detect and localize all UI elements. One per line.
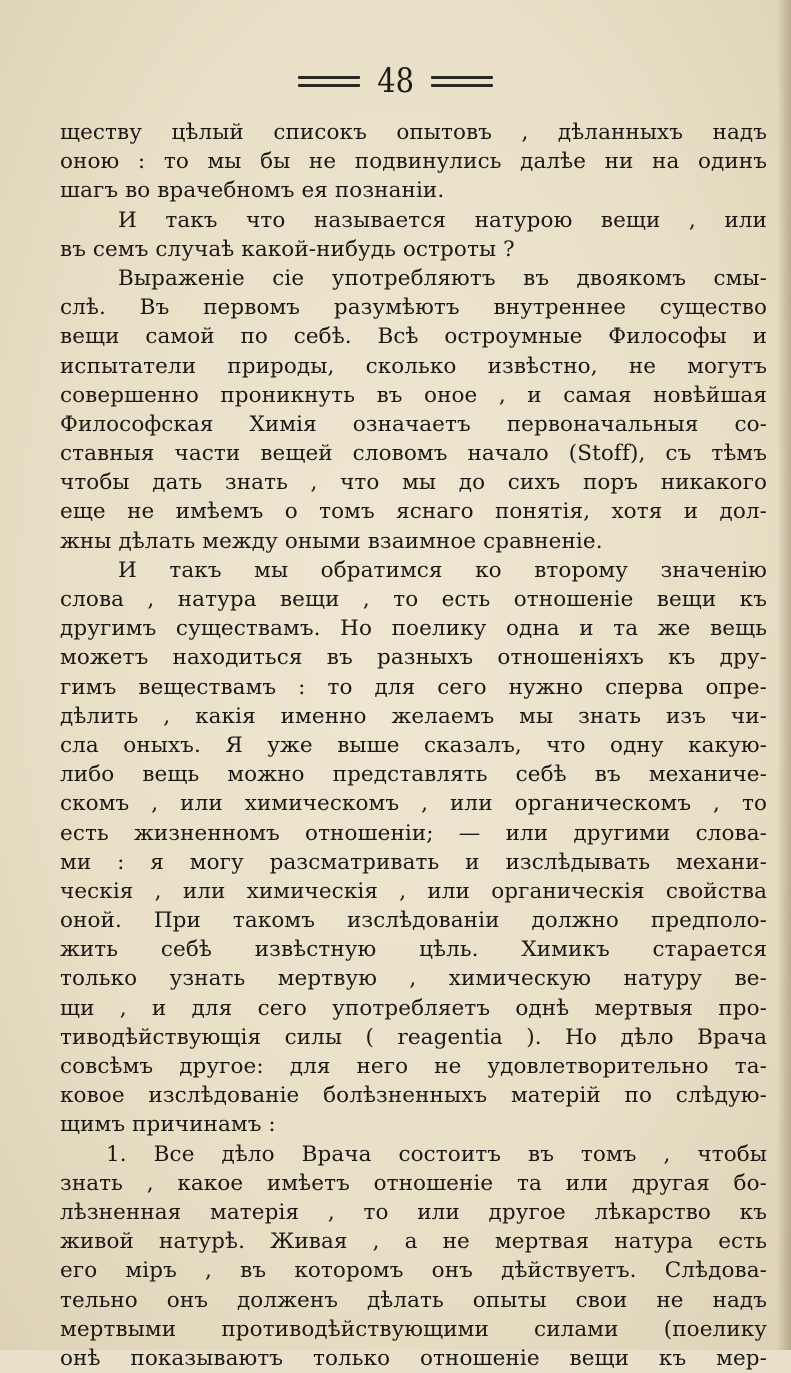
text-line: онѣ показываютъ только отношенiе вещи къ мер- bbox=[60, 1345, 767, 1371]
text-line: 1. Все дѣло Врача состоитъ въ томъ , чтобы bbox=[106, 1141, 767, 1167]
text-line: другимъ существамъ. Но поелику одна и та же вещь bbox=[60, 616, 767, 642]
text-line: тиводѣйствующiя силы ( reagentia ). Но дѣло Врача bbox=[60, 1024, 767, 1050]
text-line: живой натурѣ. Живая , а не мертвая натура есть bbox=[60, 1229, 767, 1255]
text-line: ческiя , или химическiя , или органическiя свойства bbox=[60, 878, 767, 904]
text-line: шагъ во врачебномъ ея познанiи. bbox=[60, 178, 445, 204]
page-number: 48 bbox=[377, 61, 414, 101]
text-line: ществу цѣлый списокъ опытовъ , дѣланныхъ надъ bbox=[60, 120, 767, 145]
text-line: либо вещь можно представлять себѣ въ механиче- bbox=[60, 762, 767, 788]
text-line: жны дѣлать между оными взаимное сравненiе. bbox=[60, 528, 603, 554]
text-line: есть жизненномъ отношенiи; — или другими слова- bbox=[60, 820, 767, 846]
text-line: ми : я могу разсматривать и изслѣдывать механи- bbox=[60, 849, 767, 875]
text-line: слова , натура вещи , то есть отношенiе вещи къ bbox=[60, 587, 767, 612]
text-line: вещи самой по себѣ. Всѣ остроумные Философы и bbox=[60, 324, 767, 350]
text-line: скомъ , или химическомъ , или органическомъ , то bbox=[60, 791, 767, 817]
text-line: щимъ причинамъ : bbox=[60, 1112, 276, 1138]
text-line: Философская Химiя означаетъ первоначальныя со- bbox=[60, 411, 767, 437]
text-line: совершенно проникнуть въ оное , и самая новѣйшая bbox=[60, 382, 767, 408]
text-line: можетъ находиться въ разныхъ отношенiяхъ къ дру- bbox=[60, 645, 767, 671]
text-line: жить себѣ извѣстную цѣль. Химикъ старается bbox=[60, 937, 767, 963]
page-edge-shadow bbox=[777, 0, 791, 1350]
text-line: Выраженiе сiе употребляютъ въ двоякомъ смы- bbox=[118, 265, 767, 291]
text-line: ставныя части вещей словомъ начало (Stoff), съ тѣмъ bbox=[60, 441, 767, 467]
text-line: оною : то мы бы не подвинулись далѣе ни на одинъ bbox=[60, 149, 767, 175]
text-line: сла оныхъ. Я уже выше сказалъ, что одну какую- bbox=[60, 732, 767, 758]
text-line: еще не имѣемъ о томъ яснаго понятiя, хотя и дол- bbox=[60, 499, 767, 525]
text-line: щи , и для сего употребляетъ однѣ мертвыя про- bbox=[60, 995, 767, 1021]
text-line: только узнать мертвую , химическую натуру ве- bbox=[60, 966, 767, 992]
text-line: совсѣмъ другое: для него не удовлетворительно та- bbox=[60, 1054, 767, 1079]
text-line: слѣ. Въ первомъ разумѣютъ внутреннее существо bbox=[60, 295, 767, 321]
text-line: оной. При такомъ изслѣдованiи должно предполо- bbox=[60, 908, 767, 934]
text-line: ковое изслѣдованiе болѣзненныхъ матерiй по слѣдую- bbox=[60, 1083, 767, 1109]
text-line: лѣзненная матерiя , то или другое лѣкарство къ bbox=[60, 1199, 767, 1225]
text-line: чтобы дать знать , что мы до сихъ поръ никакого bbox=[60, 470, 767, 496]
header-rule-left bbox=[298, 76, 360, 87]
text-line: гимъ веществамъ : то для сего нужно сперва опре- bbox=[60, 674, 767, 700]
text-line: И такъ что называется натурою вещи , или bbox=[118, 207, 767, 233]
text-line: дѣлить , какiя именно желаемъ мы знать изъ чи- bbox=[60, 703, 767, 729]
text-line: тельно онъ долженъ дѣлать опыты свои не надъ bbox=[60, 1287, 767, 1313]
header-rule-right bbox=[431, 76, 493, 87]
text-line: его мiръ , въ которомъ онъ дѣйствуетъ. Слѣдова- bbox=[60, 1258, 767, 1284]
text-line: И такъ мы обратимся ко второму значенiю bbox=[118, 557, 767, 583]
text-line: испытатели природы, сколько извѣстно, не могутъ bbox=[60, 353, 767, 379]
text-line: въ семъ случаѣ какой-нибудь остроты ? bbox=[60, 236, 515, 262]
text-line: знать , какое имѣетъ отношенiе та или другая бо- bbox=[60, 1170, 767, 1196]
text-line: мертвыми противодѣйствующими силами (поелику bbox=[60, 1316, 767, 1342]
page-header bbox=[0, 56, 791, 106]
body-text bbox=[60, 118, 767, 1373]
